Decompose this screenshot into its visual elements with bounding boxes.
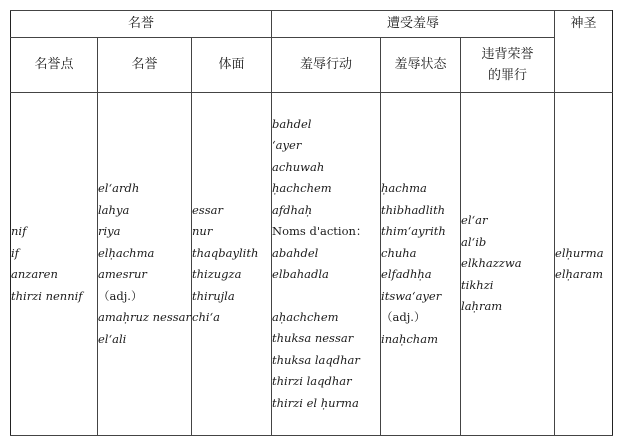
term: achuwah: [272, 159, 325, 174]
term: al‘ib: [461, 234, 487, 249]
term: aḥachchem: [272, 309, 339, 324]
term: chi‘a: [192, 310, 221, 324]
noms-action-label: Noms d'action：: [272, 224, 368, 239]
column-header-crimes-line2: 的罪行: [488, 68, 528, 83]
term: elfadhḥa: [381, 267, 432, 281]
term: ḥachchem: [272, 181, 332, 196]
column-header-shame-actions: 羞辱行动: [272, 38, 381, 93]
term: inaḥcham: [381, 331, 438, 346]
term: ḥachma: [381, 181, 427, 195]
term: laḥram: [461, 299, 503, 314]
term: ‘ayer: [272, 138, 302, 153]
group-header-sacred: 神圣: [555, 11, 613, 93]
group-header-honor: 名誉: [11, 11, 272, 38]
group-header-shame: 遭受羞辱: [272, 11, 555, 38]
column-header-crimes: [461, 38, 555, 93]
term: elkhazzwa: [461, 256, 522, 271]
term: nif: [11, 224, 27, 238]
term: tikhzi: [461, 277, 494, 292]
term: riya: [98, 224, 121, 238]
term: nur: [192, 224, 213, 238]
column-header-crimes-line1: 违背荣誉: [481, 47, 534, 62]
cell-sacred: [555, 93, 613, 436]
term: thuksa laqdhar: [272, 352, 360, 367]
term: thirzi el ḥurma: [272, 395, 359, 410]
term: bahdel: [272, 116, 312, 131]
term: anzaren: [11, 267, 58, 281]
term: el‘ali: [98, 331, 127, 346]
term: elḥaram: [555, 267, 604, 281]
term: el‘ar: [461, 213, 488, 228]
term: elḥurma: [555, 245, 604, 260]
column-header-shame-state: 羞辱状态: [381, 38, 461, 93]
term: essar: [192, 202, 223, 217]
adjective-note: （adj.）: [381, 310, 426, 324]
term: lahya: [98, 202, 130, 217]
term: amaḥruz nessar: [98, 310, 192, 324]
term: amesrur: [98, 267, 147, 281]
term: thuksa nessar: [272, 331, 354, 346]
column-header-honor: 名誉: [98, 38, 192, 93]
column-header-face: 体面: [192, 38, 272, 93]
cell-shame-actions: [272, 93, 381, 436]
term: thirujla: [192, 288, 235, 303]
column-header-honor-points: 名誉点: [11, 38, 98, 93]
cell-face: [192, 93, 272, 436]
term: el‘ardh: [98, 181, 140, 195]
cell-honor: [98, 93, 192, 436]
term: if: [11, 245, 19, 260]
term: abahdel: [272, 245, 319, 260]
cell-shame-state: [381, 93, 461, 436]
term: thirzi laqdhar: [272, 374, 352, 389]
term: thizugza: [192, 267, 242, 281]
adjective-note: （adj.）: [98, 288, 143, 303]
term: thim‘ayrith: [381, 224, 446, 238]
term: itswa‘ayer: [381, 288, 442, 303]
term: thaqbaylith: [192, 245, 259, 260]
cell-crimes: [461, 93, 555, 436]
term: afdhaḥ: [272, 202, 313, 217]
honor-terms-table: [10, 10, 613, 436]
term: elbahadla: [272, 267, 329, 282]
cell-honor-points: [11, 93, 98, 436]
term: thirzi nennif: [11, 288, 83, 303]
term: elḥachma: [98, 245, 155, 260]
term: chuha: [381, 245, 417, 260]
term: thibhadlith: [381, 202, 446, 217]
